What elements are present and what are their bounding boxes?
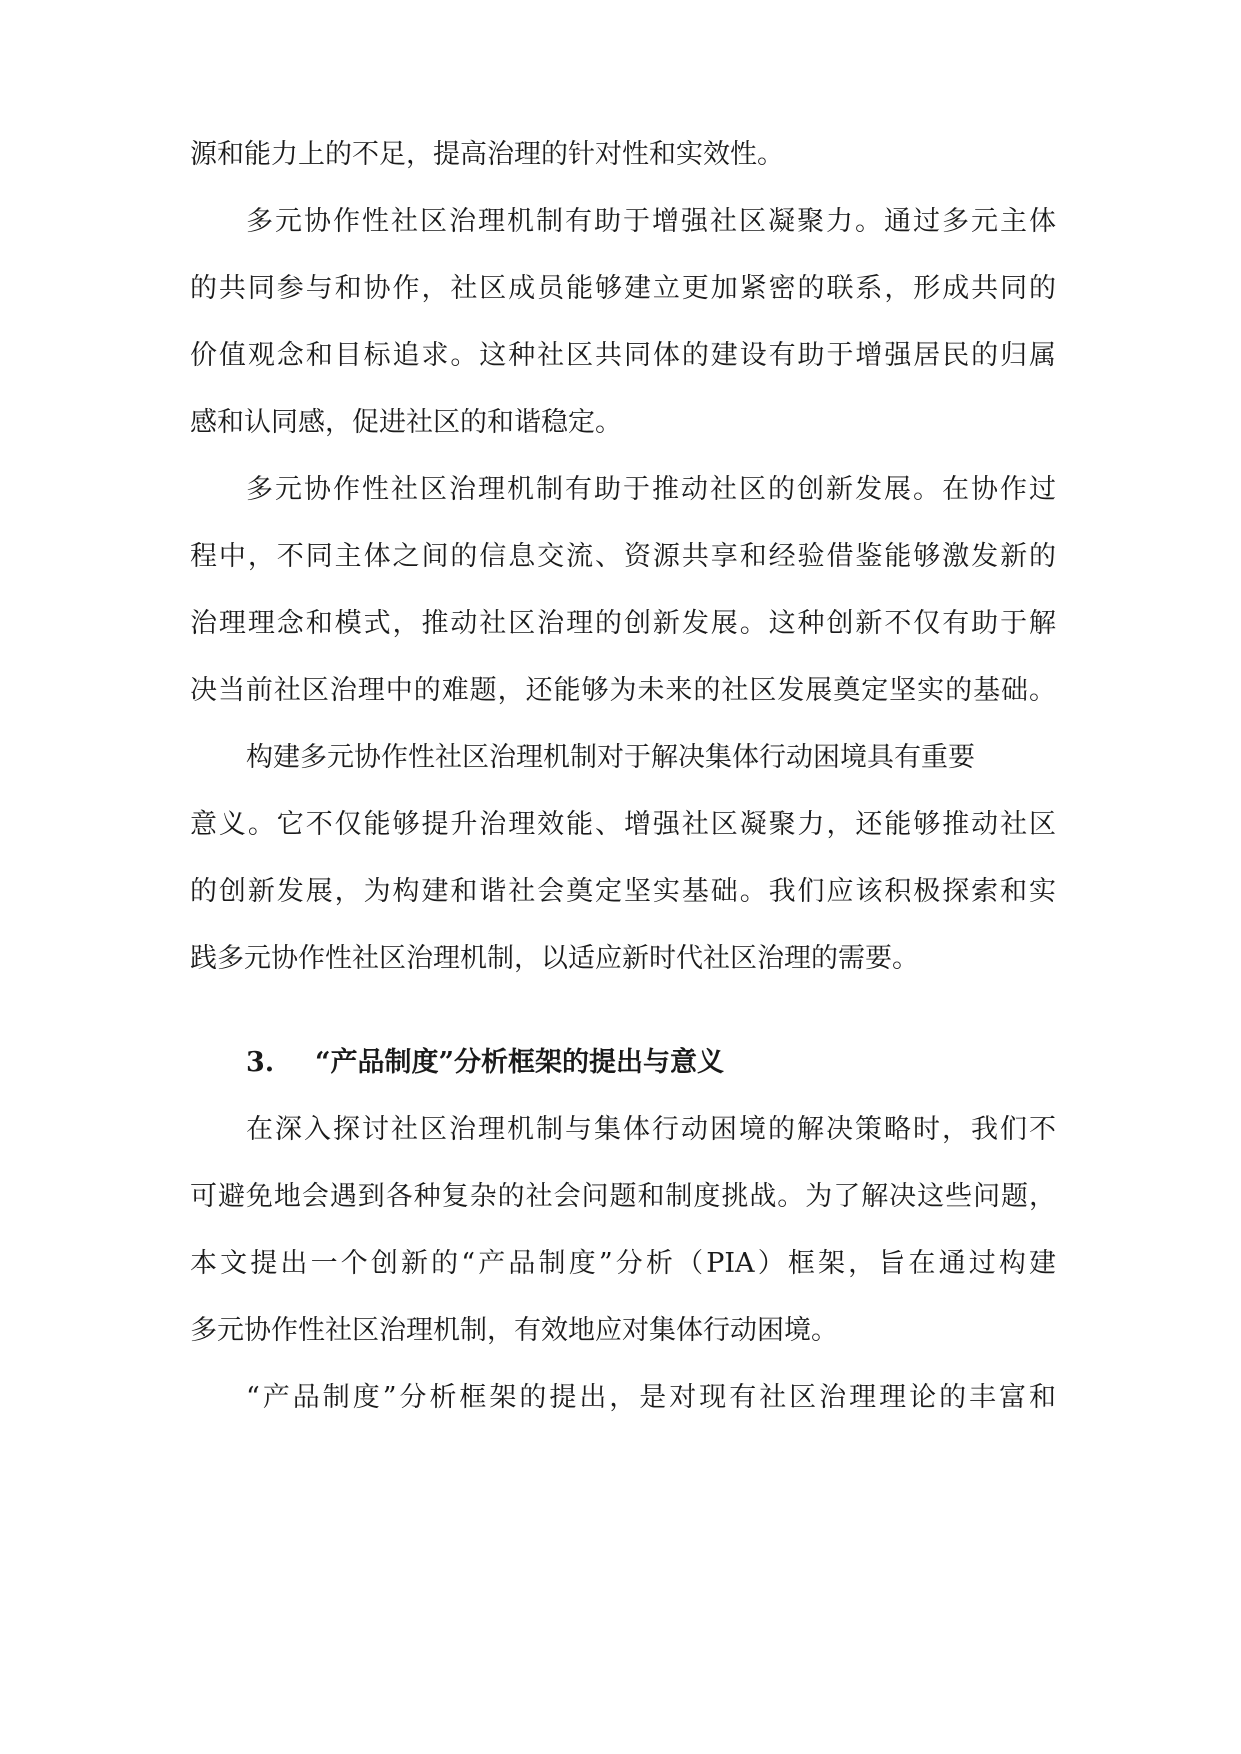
paragraph-line: 本文提出一个创新的“产品制度”分析（PIA）框架，旨在通过构建 xyxy=(190,1248,1056,1279)
paragraph-line: “产品制度”分析框架的提出，是对现有社区治理理论的丰富和 xyxy=(246,1382,1056,1413)
paragraph-line: 治理理念和模式，推动社区治理的创新发展。这种创新不仅有助于解 xyxy=(190,608,1056,639)
paragraph-line: 感和认同感，促进社区的和谐稳定。 xyxy=(190,407,622,438)
paragraph-line: 价值观念和目标追求。这种社区共同体的建设有助于增强居民的归属 xyxy=(190,340,1056,371)
paragraph-line: 构建多元协作性社区治理机制对于解决集体行动困境具有重要 xyxy=(246,742,975,773)
section-heading xyxy=(246,1043,724,1083)
paragraph-line: 的创新发展，为构建和谐社会奠定坚实基础。我们应该积极探索和实 xyxy=(190,876,1056,907)
paragraph-line: 多元协作性社区治理机制有助于推动社区的创新发展。在协作过 xyxy=(246,474,1056,505)
paragraph-line: 多元协作性社区治理机制有助于增强社区凝聚力。通过多元主体 xyxy=(246,206,1056,237)
paragraph-line: 决当前社区治理中的难题，还能够为未来的社区发展奠定坚实的基础。 xyxy=(190,675,1056,706)
paragraph-line: 的共同参与和协作，社区成员能够建立更加紧密的联系，形成共同的 xyxy=(190,273,1056,304)
paragraph-line: 在深入探讨社区治理机制与集体行动困境的解决策略时，我们不 xyxy=(246,1114,1056,1145)
paragraph-line: 意义。它不仅能够提升治理效能、增强社区凝聚力，还能够推动社区 xyxy=(190,809,1056,840)
paragraph-line: 源和能力上的不足，提高治理的针对性和实效性。 xyxy=(190,139,784,170)
paragraph-line: 可避免地会遇到各种复杂的社会问题和制度挑战。为了解决这些问题， xyxy=(190,1181,1056,1212)
section-title: “产品制度”分析框架的提出与意义 xyxy=(315,1047,725,1078)
paragraph-line: 程中，不同主体之间的信息交流、资源共享和经验借鉴能够激发新的 xyxy=(190,541,1056,572)
paragraph-line: 多元协作性社区治理机制，有效地应对集体行动困境。 xyxy=(190,1315,838,1346)
section-number: 3. xyxy=(246,1047,275,1078)
paragraph-line: 践多元协作性社区治理机制，以适应新时代社区治理的需要。 xyxy=(190,943,919,974)
